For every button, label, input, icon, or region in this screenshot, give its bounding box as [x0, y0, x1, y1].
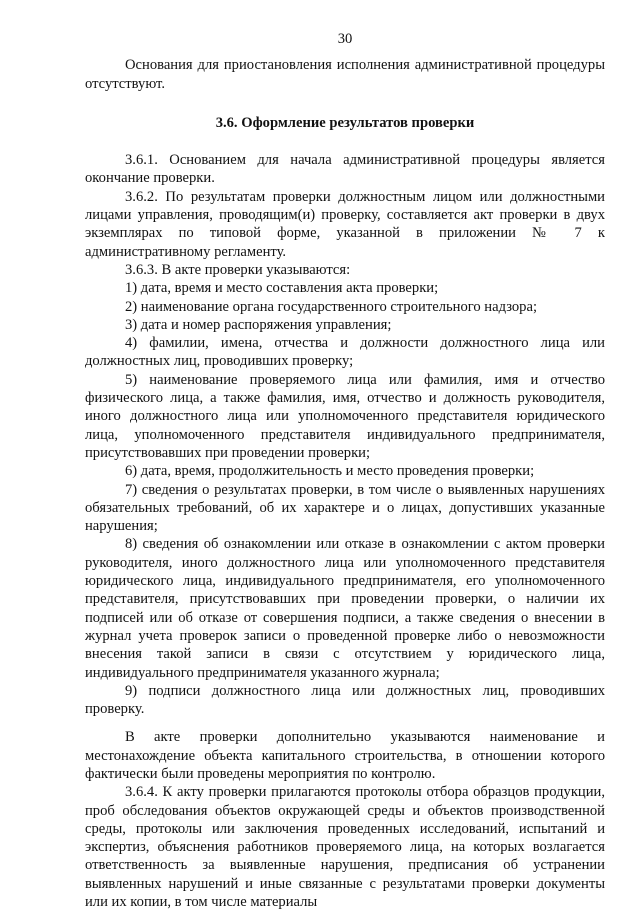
intro-paragraph: Основания для приостановления исполнения административной процедуры отсутствуют. [85, 57, 605, 92]
section-title: 3.6. Оформление результатов проверки [215, 114, 475, 131]
section-paragraph: 8) сведения об ознакомлении или отказе в ознакомлении с актом проверки руководителя, иного должностного лица или уполномоченного представителя юридического лица, индивидуального предпринимателя, его уполномоченного представителя, присутствовавших при проведении проверки, о наличии их подписей или об отказе от совершения подписи, а также сведения о внесении в журнал учета проверок записи о проведенной проверке либо о невозможности внесения такой записи в связи с отсутствием у юридического лица, индивидуального предпринимателя указанного журнала; [85, 536, 605, 681]
document-page [85, 30, 605, 911]
section-paragraph: 3.6.1. Основанием для начала административной процедуры является окончание проверки. [85, 152, 605, 187]
section-paragraph: 3.6.2. По результатам проверки должностным лицом или должностными лицами управления, проводящим(и) проверку, составляется акт проверки в двух экземплярах по типовой форме, указанной в приложении № 7 к административному регламенту. [85, 188, 605, 260]
section-paragraph: В акте проверки дополнительно указываются наименование и местонахождение объекта капитального строительства, в отношении которого фактически были проведены мероприятия по контролю. [85, 729, 605, 782]
section-paragraph: 3.6.4. К акту проверки прилагаются протоколы отбора образцов продукции, проб обследования объектов окружающей среды и объектов производственной среды, протоколы или заключения проведенных исследований, испытаний и экспертиз, объяснения работников проверяемого лица, на которых возлагается ответственность за выявленные нарушения, предписания об устранении выявленных нарушений и иные связанные с результатами проверки документы или их копии, в том числе материалы [85, 784, 605, 911]
section-paragraph: 3.6.3. В акте проверки указываются: [125, 261, 351, 278]
paragraph-gap [85, 718, 605, 728]
page-number: 30 [337, 31, 353, 47]
paragraph-group-a [85, 151, 605, 718]
section-paragraph: 3) дата и номер распоряжения управления; [125, 316, 392, 333]
section-paragraph: 2) наименование органа государственного строительного надзора; [125, 298, 538, 315]
section-paragraph: 9) подписи должностного лица или должностных лиц, проводивших проверку. [85, 682, 605, 718]
section-paragraph: 6) дата, время, продолжительность и место проведения проверки; [125, 463, 535, 480]
section-paragraph: 1) дата, время и место составления акта проверки; [125, 280, 439, 297]
paragraph-group-b [85, 728, 605, 911]
section-paragraph: 5) наименование проверяемого лица или фамилия, имя и отчество физического лица, а также фамилия, имя, отчество и должность руководителя, иного должностного лица или уполномоченного представителя юридического лица, уполномоченного представителя индивидуального предпринимателя, присутствовавших при проведении проверки; [85, 371, 605, 461]
section-paragraph: 7) сведения о результатах проверки, в том числе о выявленных нарушениях обязательных требований, об их характере и о лицах, допустивших указанные нарушения; [85, 481, 605, 535]
section-paragraph: 4) фамилии, имена, отчества и должности должностного лица или должностных лиц, проводивших проверку; [85, 335, 605, 370]
